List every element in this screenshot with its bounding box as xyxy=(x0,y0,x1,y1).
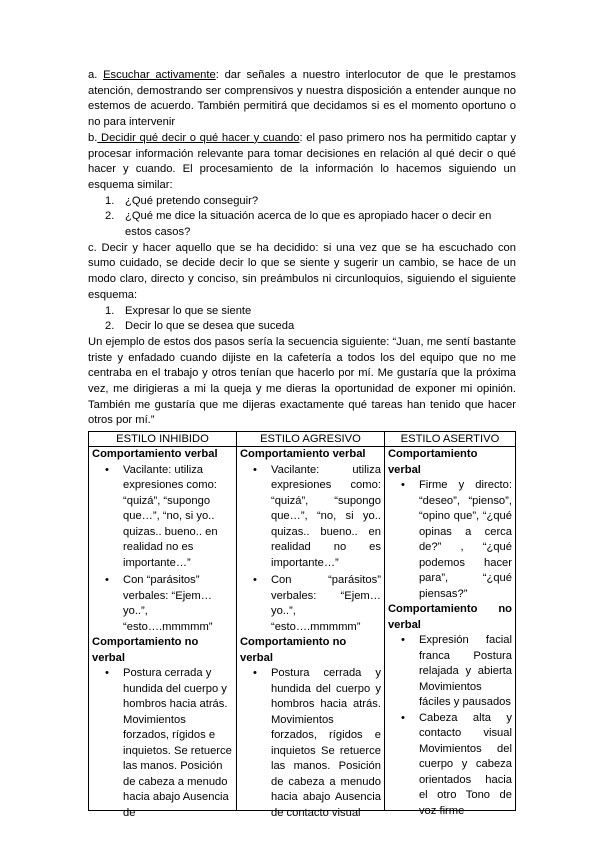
numbered-list-2 xyxy=(88,304,516,335)
bullet-icon: • xyxy=(105,574,109,587)
section-title: Comportamiento verbal xyxy=(239,448,366,461)
bullet-icon: • xyxy=(400,479,405,492)
bullet-icon: • xyxy=(252,463,257,476)
bullet-list xyxy=(240,463,381,636)
section-title: Comportamiento verbal xyxy=(92,448,218,461)
list-item: • Con “parásitos” verbales: “Ejem…yo..”, “esto….mmmmm” xyxy=(105,574,213,633)
section-title: Comportamiento no verbal xyxy=(92,636,199,664)
list-item: 2. ¿Qué me dice la situación acerca de lo que es apropiado hacer o decir en estos casos? xyxy=(105,210,492,239)
bullet-icon: • xyxy=(105,463,109,476)
bullet-icon: • xyxy=(400,711,405,724)
list-item: • Postura cerrada y hundida del cuerpo y hombros hacia atrás. Movimientos forzados, rígidos e inquietos Se retuerce las manos. Posición de cabeza a menudo hacia abajo Ausencia de contacto visual xyxy=(252,667,381,819)
list-item: 1. Expresar lo que se siente xyxy=(105,304,252,317)
bullet-icon: • xyxy=(252,667,257,680)
list-item: 2. Decir lo que se desea que suceda xyxy=(105,320,295,333)
list-item: • Vacilante: utiliza expresiones como: “quizá”, “supongo que…”, “no, si yo.. quizas.. bueno.. en realidad no es importante…” xyxy=(105,463,218,569)
list-item: • Vacilante: utiliza expresiones como: “quizá”, “supongo que…”, “no, si yo.. quizas.. bueno.. en realidad no es importante…” xyxy=(252,463,381,569)
bullet-list xyxy=(92,463,233,636)
list-item: • Cabeza alta y contacto visual Movimientos del cuerpo y cabeza orientados hacia el otro Tono de voz firme xyxy=(400,711,512,817)
section-title: Comportamiento no verbal xyxy=(387,603,512,631)
heading-escuchar: Escuchar activamente xyxy=(103,69,216,81)
list-item: 1. ¿Qué pretendo conseguir? xyxy=(105,194,259,207)
header-asertivo: ESTILO ASERTIVO xyxy=(384,432,515,447)
list-item: • Expresión facial franca Postura relajada y abierta Movimientos fáciles y pausados xyxy=(400,634,512,709)
styles-table xyxy=(88,431,516,819)
cell-agresivo xyxy=(236,447,384,819)
table-header-row xyxy=(89,432,516,447)
heading-decidir: Decidir qué decir o qué hacer y cuando xyxy=(97,131,300,144)
list-item: • Postura cerrada y hundida del cuerpo y hombros hacia atrás. Movimientos forzados, rígidos e inquietos. Se retuerce las manos. Posición de cabeza a menudo hacia abajo Ausencia de xyxy=(105,667,232,819)
table-row xyxy=(89,447,516,811)
bullet-list xyxy=(388,478,512,602)
bullet-icon: • xyxy=(252,574,257,587)
cell-asertivo xyxy=(384,447,515,817)
header-inhibido: ESTILO INHIBIDO xyxy=(89,432,237,447)
cell-inhibido xyxy=(89,447,237,819)
bullet-icon: • xyxy=(400,634,405,647)
section-title: Comportamiento no verbal xyxy=(239,636,347,664)
numbered-list-1 xyxy=(88,194,516,241)
paragraph-example: Un ejemplo de estos dos pasos sería la secuencia siguiente: “Juan, me sentí bastante triste y enfadado cuando dijiste en la cafetería a todos los del equipo que no me centraba en el trabajo y otros tenían que hacerlo por mí. Me gustaría que la próxima vez, me dirigieras a mi la queja y me dieras la oportunidad de exponer mi opinión. También me gustaría que me dijeras exactamente qué tareas han tenido que hacer otros por mí.” xyxy=(88,335,516,427)
bullet-list xyxy=(240,666,381,821)
list-item: • Con “parásitos” verbales: “Ejem…yo..”, “esto….mmmmm” xyxy=(252,574,381,633)
paragraph-a: a. Escuchar activamente: dar señales a nuestro interlocutor de que le prestamos atención, demostrando ser comprensivos y nuestra disposición a entender aunque no estemos de acuerdo. También permitirá que decidamos si es el momento oportuno o no para intervenir xyxy=(88,69,516,129)
header-agresivo: ESTILO AGRESIVO xyxy=(236,432,384,447)
bullet-icon: • xyxy=(105,667,109,680)
paragraph-b: b. Decidir qué decir o qué hacer y cuando: el paso primero nos ha permitido captar y procesar información relevante para tomar decisiones en relación al qué decir o qué hacer y cuando. El procesamiento de la información lo hacemos siguiendo un esquema similar: xyxy=(88,131,516,191)
bullet-list xyxy=(388,633,512,819)
list-item: • Firme y directo: “deseo”, “pienso”, “opino que”, “¿qué opinas a cerca de?” , “¿qué podemos hacer para”, “¿qué piensas?” xyxy=(400,479,512,600)
section-title: Comportamiento verbal xyxy=(387,448,478,476)
document-page xyxy=(88,68,516,819)
paragraph-c: c. Decir y hacer aquello que se ha decidido: si una vez que se ha escuchado con sumo cuidado, se decide decir lo que se siente y sugerir un cambio, se hace de un modo claro, directo y conciso, sin preámbulos ni circunloquios, siguiendo el siguiente esquema: xyxy=(88,241,516,301)
bullet-list xyxy=(92,666,233,821)
